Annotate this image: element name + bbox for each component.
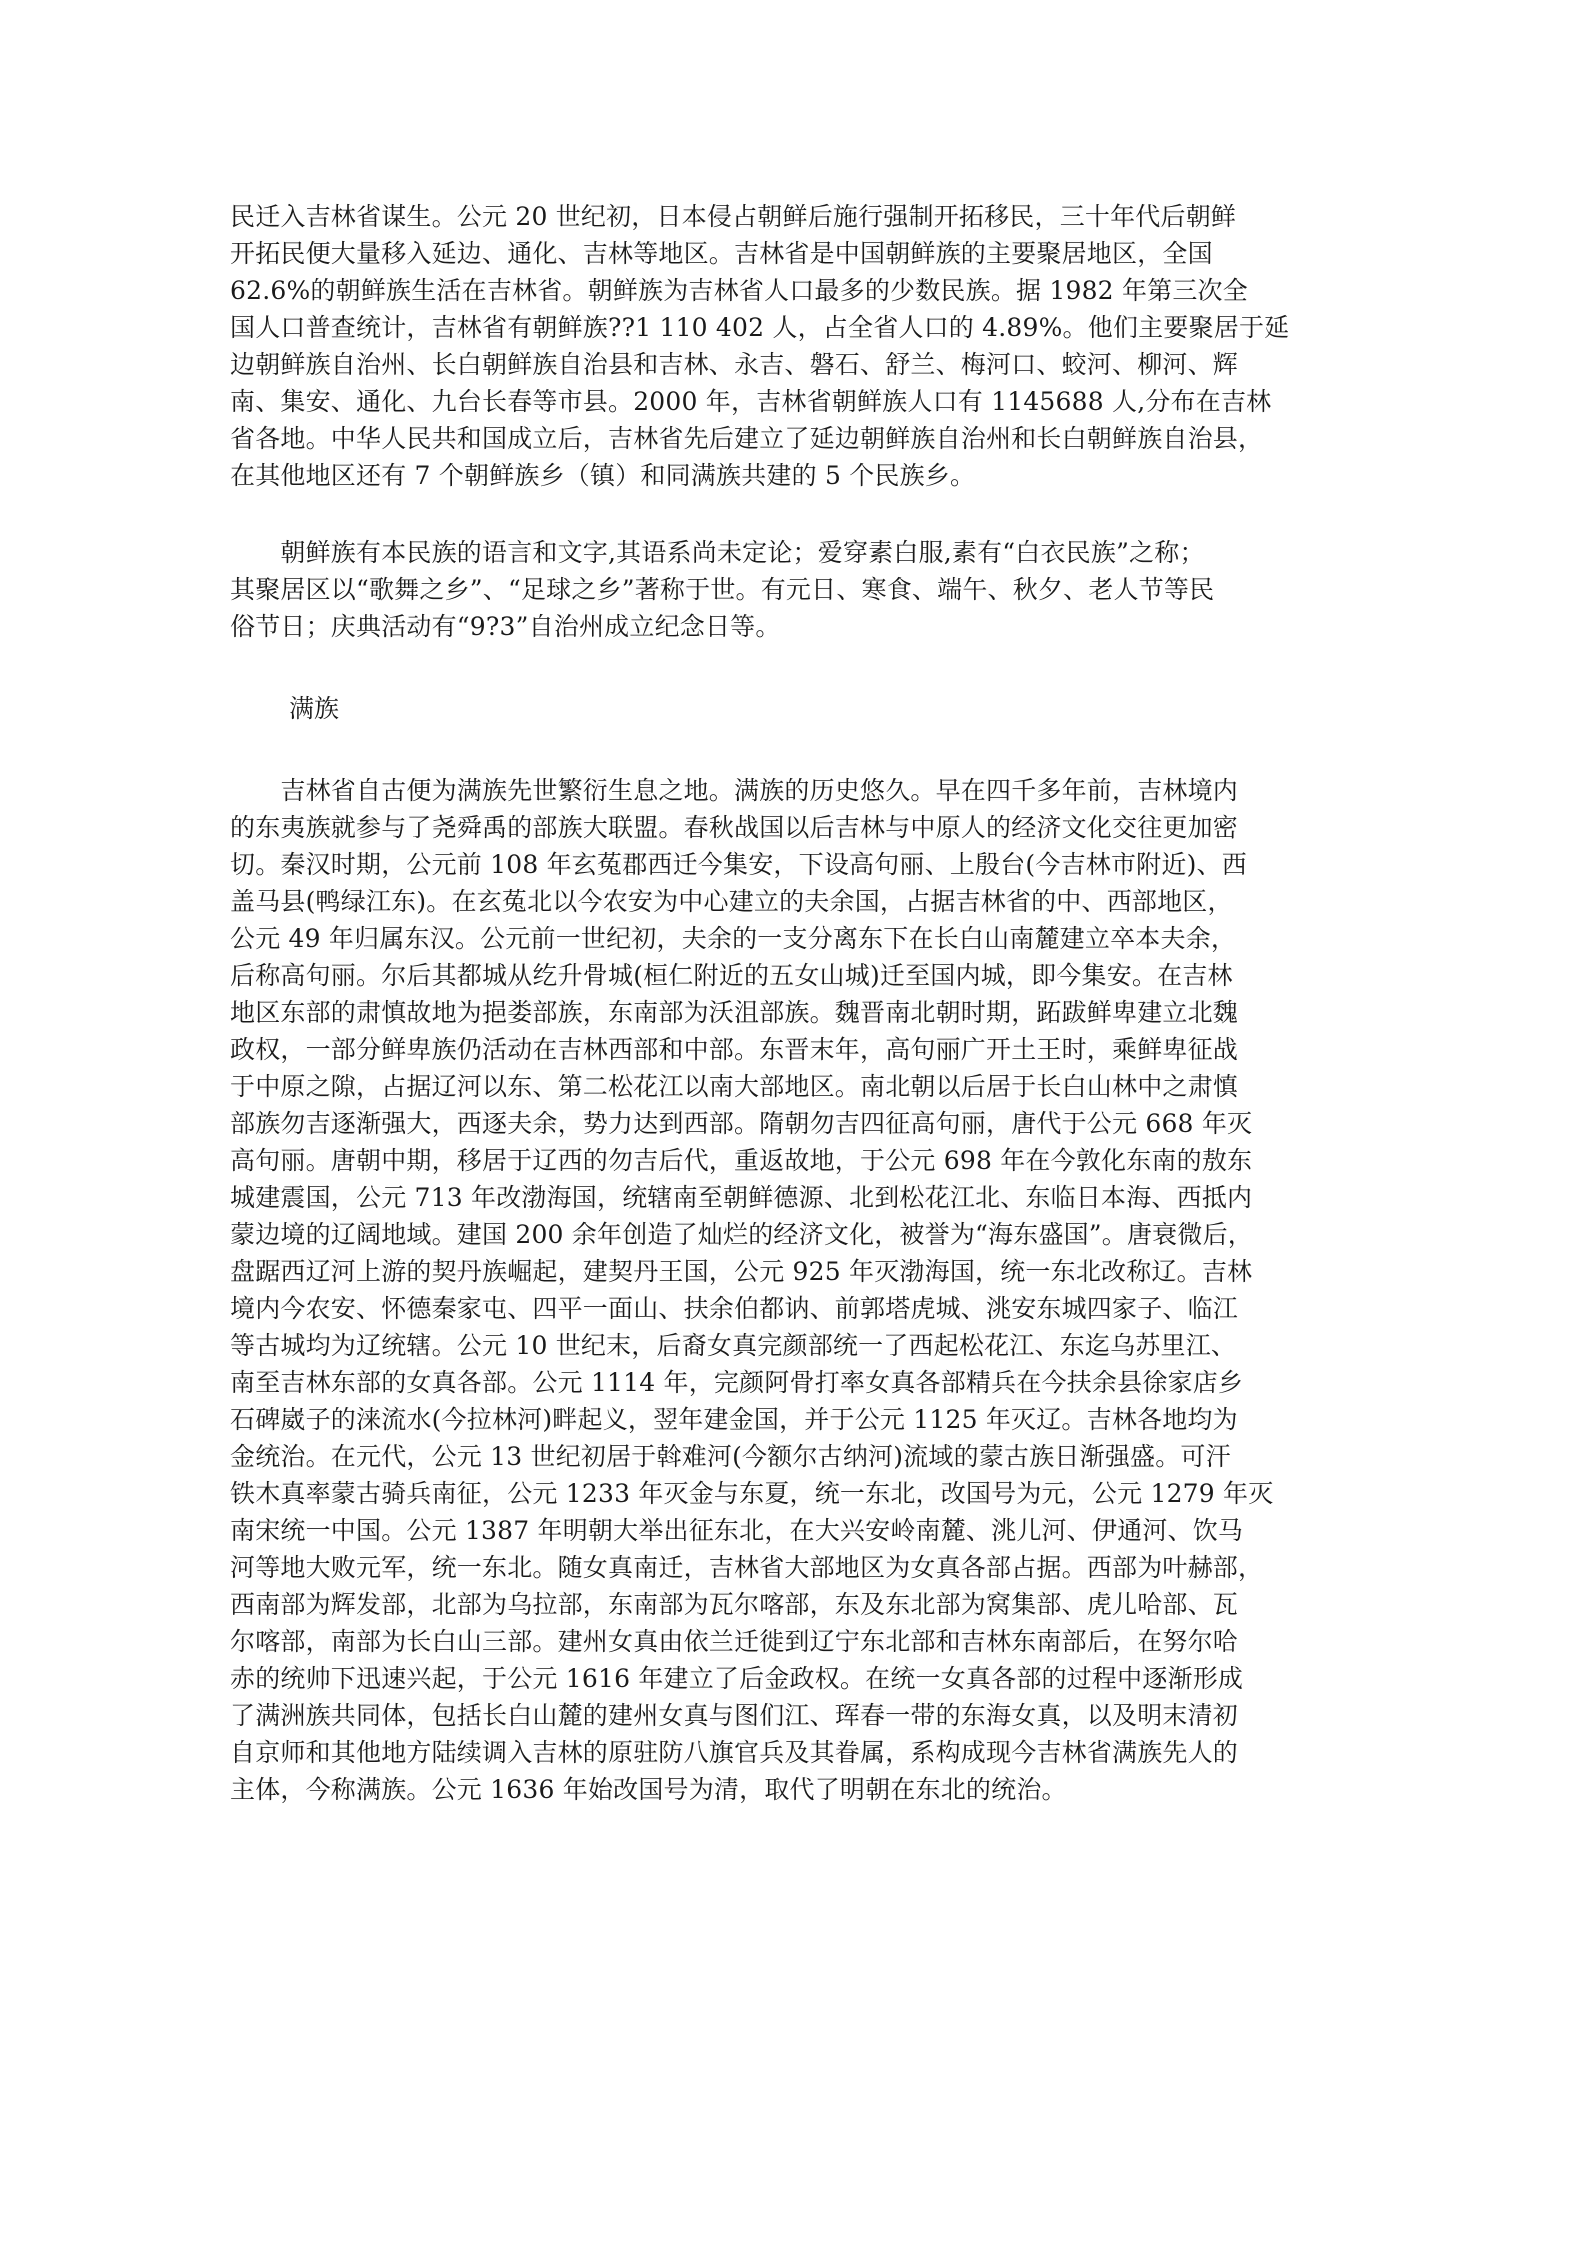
text-line: 盖马县(鸭绿江东)。在玄菟北以今农安为中心建立的夫余国，占据吉林省的中、西部地区， <box>230 887 1233 916</box>
paragraph-korean-population <box>230 198 1360 494</box>
paragraph-korean-customs <box>230 534 1360 645</box>
paragraph-spacer <box>230 645 1360 690</box>
text-line: 民迁入吉林省谋生。公元 20 世纪初，日本侵占朝鲜后施行强制开拓移民，三十年代后朝鲜 <box>230 202 1237 231</box>
text-line: 河等地大败元军，统一东北。随女真南迁，吉林省大部地区为女真各部占据。西部为叶赫部， <box>230 1553 1264 1582</box>
text-line: 尔喀部，南部为长白山三部。建州女真由依兰迁徙到辽宁东北部和吉林东南部后，在努尔哈 <box>230 1627 1239 1656</box>
paragraph-spacer <box>230 494 1360 534</box>
text-line: 等古城均为辽统辖。公元 10 世纪末，后裔女真完颜部统一了西起松花江、东迄乌苏里江、 <box>230 1331 1237 1360</box>
text-line: 部族勿吉逐渐强大，西逐夫余，势力达到西部。隋朝勿吉四征高句丽，唐代于公元 668 年灭 <box>230 1109 1253 1138</box>
text-line: 朝鲜族有本民族的语言和文字,其语系尚未定论；爱穿素白服,素有“白衣民族”之称； <box>230 538 1205 567</box>
text-line: 的东夷族就参与了尧舜禹的部族大联盟。春秋战国以后吉林与中原人的经济文化交往更加密 <box>230 813 1239 842</box>
text-line: 石碑崴子的涞流水(今拉林河)畔起义，翌年建金国，并于公元 1125 年灭辽。吉林各地均为 <box>230 1405 1238 1434</box>
text-line: 盘踞西辽河上游的契丹族崛起，建契丹王国，公元 925 年灭渤海国，统一东北改称辽。吉林 <box>230 1257 1253 1286</box>
text-line: 自京师和其他地方陆续调入吉林的原驻防八旗官兵及其眷属，系构成现今吉林省满族先人的 <box>230 1738 1239 1767</box>
text-line: 在其他地区还有 7 个朝鲜族乡（镇）和同满族共建的 5 个民族乡。 <box>230 461 976 490</box>
text-line: 境内今农安、怀德秦家屯、四平一面山、扶余伯都讷、前郭塔虎城、洮安东城四家子、临江 <box>230 1294 1239 1323</box>
text-line: 金统治。在元代，公元 13 世纪初居于斡难河(今额尔古纳河)流域的蒙古族日渐强盛。可汗 <box>230 1442 1231 1471</box>
text-line: 于中原之隙，占据辽河以东、第二松花江以南大部地区。南北朝以后居于长白山林中之肃慎 <box>230 1072 1239 1101</box>
text-line: 西南部为辉发部，北部为乌拉部，东南部为瓦尔喀部，东及东北部为窝集部、虎儿哈部、瓦 <box>230 1590 1239 1619</box>
text-line: 政权，一部分鲜卑族仍活动在吉林西部和中部。东晋末年，高句丽广开土王时，乘鲜卑征战 <box>230 1035 1239 1064</box>
text-line: 高句丽。唐朝中期，移居于辽西的勿吉后代，重返故地，于公元 698 年在今敦化东南的敖东 <box>230 1146 1253 1175</box>
text-line: 南、集安、通化、九台长春等市县。2000 年，吉林省朝鲜族人口有 1145688 人,分布在吉林 <box>230 387 1272 416</box>
section-heading: 满族 <box>289 694 340 723</box>
text-line: 开拓民便大量移入延边、通化、吉林等地区。吉林省是中国朝鲜族的主要聚居地区，全国 <box>230 239 1213 268</box>
text-line: 赤的统帅下迅速兴起，于公元 1616 年建立了后金政权。在统一女真各部的过程中逐渐形成 <box>230 1664 1244 1693</box>
text-line: 省各地。中华人民共和国成立后，吉林省先后建立了延边朝鲜族自治州和长白朝鲜族自治县， <box>230 424 1264 453</box>
text-line: 主体，今称满族。公元 1636 年始改国号为清，取代了明朝在东北的统治。 <box>230 1775 1067 1804</box>
text-line: 吉林省自古便为满族先世繁衍生息之地。满族的历史悠久。早在四千多年前，吉林境内 <box>230 776 1239 805</box>
text-line: 边朝鲜族自治州、长白朝鲜族自治县和吉林、永吉、磐石、舒兰、梅河口、蛟河、柳河、辉 <box>230 350 1239 379</box>
text-line: 城建震国，公元 713 年改渤海国，统辖南至朝鲜德源、北到松花江北、东临日本海、西抵内 <box>230 1183 1253 1212</box>
text-line: 62.6%的朝鲜族生活在吉林省。朝鲜族为吉林省人口最多的少数民族。据 1982 年第三次全 <box>230 276 1248 305</box>
text-line: 南至吉林东部的女真各部。公元 1114 年，完颜阿骨打率女真各部精兵在今扶余县徐家店乡 <box>230 1368 1244 1397</box>
text-line: 南宋统一中国。公元 1387 年明朝大举出征东北，在大兴安岭南麓、洮儿河、伊通河、饮马 <box>230 1516 1244 1545</box>
paragraph-manchu-history <box>230 772 1360 1808</box>
text-line: 后称高句丽。尔后其都城从纥升骨城(桓仁附近的五女山城)迁至国内城，即今集安。在吉林 <box>230 961 1233 990</box>
text-line: 了满洲族共同体，包括长白山麓的建州女真与图们江、珲春一带的东海女真，以及明末清初 <box>230 1701 1239 1730</box>
text-line: 蒙边境的辽阔地域。建国 200 余年创造了灿烂的经济文化，被誉为“海东盛国”。唐衰微后， <box>230 1220 1253 1249</box>
text-line: 铁木真率蒙古骑兵南征，公元 1233 年灭金与东夏，统一东北，改国号为元，公元 1279 年灭 <box>230 1479 1274 1508</box>
paragraph-spacer <box>230 727 1360 772</box>
text-line: 俗节日；庆典活动有“9?3”自治州成立纪念日等。 <box>230 612 781 641</box>
text-line: 地区东部的肃慎故地为挹娄部族，东南部为沃沮部族。魏晋南北朝时期，跖跋鲜卑建立北魏 <box>230 998 1239 1027</box>
text-line: 其聚居区以“歌舞之乡”、“足球之乡”著称于世。有元日、寒食、端午、秋夕、老人节等民 <box>230 575 1215 604</box>
text-line: 国人口普查统计，吉林省有朝鲜族??1 110 402 人，占全省人口的 4.89%。他们主要聚居于延 <box>230 313 1290 342</box>
document-body <box>230 198 1360 1808</box>
text-line: 公元 49 年归属东汉。公元前一世纪初，夫余的一支分离东下在长白山南麓建立卒本夫余， <box>230 924 1237 953</box>
text-line: 切。秦汉时期，公元前 108 年玄菟郡西迁今集安，下设高句丽、上殷台(今吉林市附近)、西 <box>230 850 1247 879</box>
